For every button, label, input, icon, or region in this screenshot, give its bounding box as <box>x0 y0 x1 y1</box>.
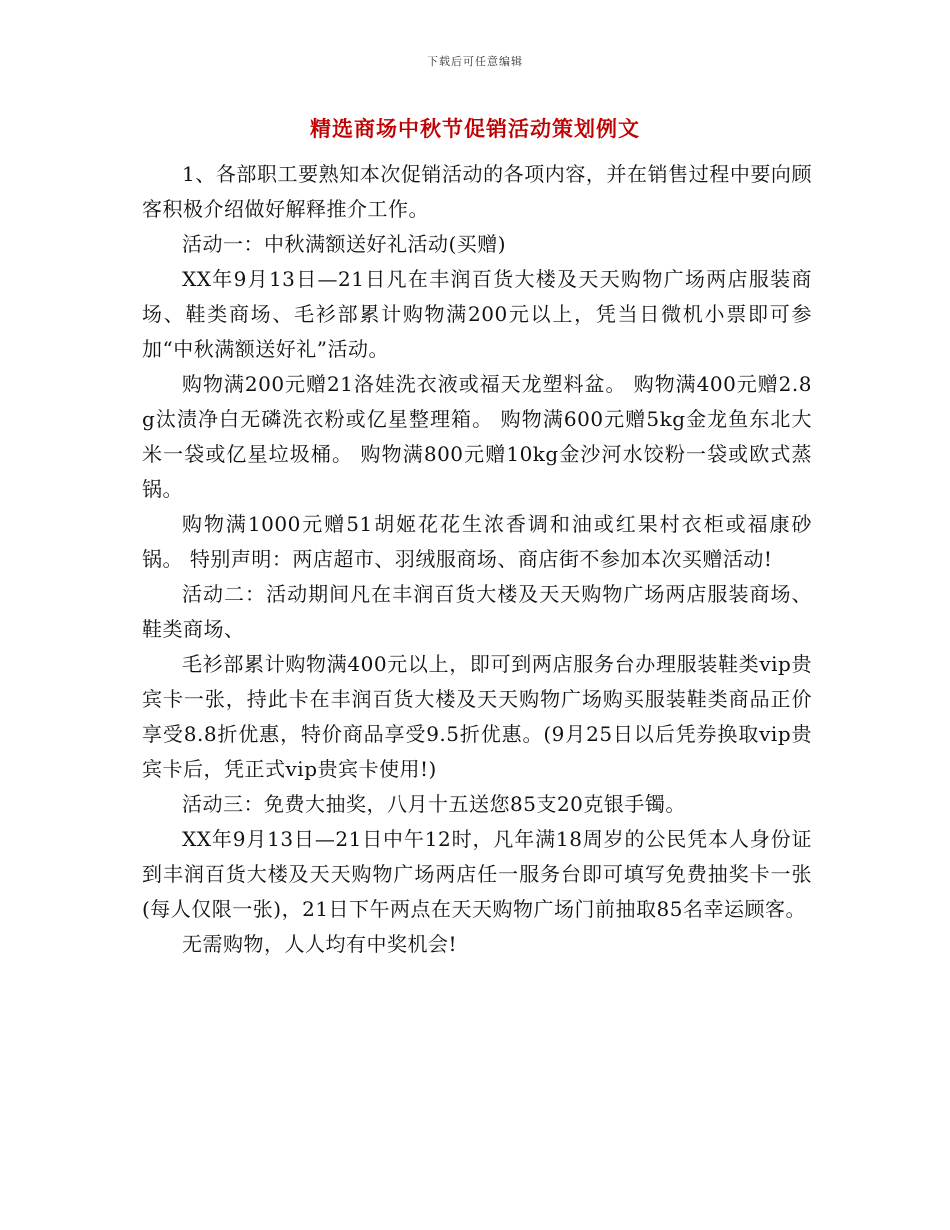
paragraph-gift-tiers-special: 购物满1000元赠51胡姬花花生浓香调和油或红果村衣柜或福康砂锅。 特别声明：两店超市、羽绒服商场、商店街不参加本次买赠活动! <box>142 512 812 571</box>
paragraph-activity-one-heading: 活动一：中秋满额送好礼活动(买赠) <box>182 232 507 256</box>
paragraph-activity-three-terms: XX年9月13日—21日中午12时，凡年满18周岁的公民凭本人身份证到丰润百货大楼及天天购物广场两店任一服务台即可填写免费抽奖卡一张(每人仅限一张)，21日下午两点在天天购物广场门前抽取85名幸运顾客。 <box>142 827 812 921</box>
paragraph-activity-three-heading: 活动三：免费大抽奖，八月十五送您85支20克银手镯。 <box>182 792 686 816</box>
paragraph-activity-one-terms: XX年9月13日—21日凡在丰润百货大楼及天天购物广场两店服装商场、鞋类商场、毛衫部累计购物满200元以上，凭当日微机小票即可参加“中秋满额送好礼”活动。 <box>142 267 812 361</box>
document-title: 精选商场中秋节促销活动策划例文 <box>310 116 640 141</box>
paragraph-closing: 无需购物，人人均有中奖机会! <box>182 932 458 956</box>
paragraph-activity-two-heading: 活动二：活动期间凡在丰润百货大楼及天天购物广场两店服装商场、鞋类商场、 <box>142 582 812 641</box>
header-note: 下载后可任意编辑 <box>427 55 523 68</box>
paragraph-gift-tiers: 购物满200元赠21洛娃洗衣液或福天龙塑料盆。 购物满400元赠2.8g汰渍净白无磷洗衣粉或亿星整理箱。 购物满600元赠5kg金龙鱼东北大米一袋或亿星垃圾桶。 购物满800元赠10kg金沙河水饺粉一袋或欧式蒸锅。 <box>142 372 812 501</box>
paragraph-staff-notice: 1、各部职工要熟知本次促销活动的各项内容，并在销售过程中要向顾客积极介绍做好解释推介工作。 <box>142 162 812 221</box>
document-body <box>142 157 812 962</box>
paragraph-activity-two-terms: 毛衫部累计购物满400元以上，即可到两店服务台办理服装鞋类vip贵宾卡一张，持此卡在丰润百货大楼及天天购物广场购买服装鞋类商品正价享受8.8折优惠，特价商品享受9.5折优惠。(9月25日以后凭券换取vip贵宾卡后，凭正式vip贵宾卡使用!) <box>142 652 812 781</box>
